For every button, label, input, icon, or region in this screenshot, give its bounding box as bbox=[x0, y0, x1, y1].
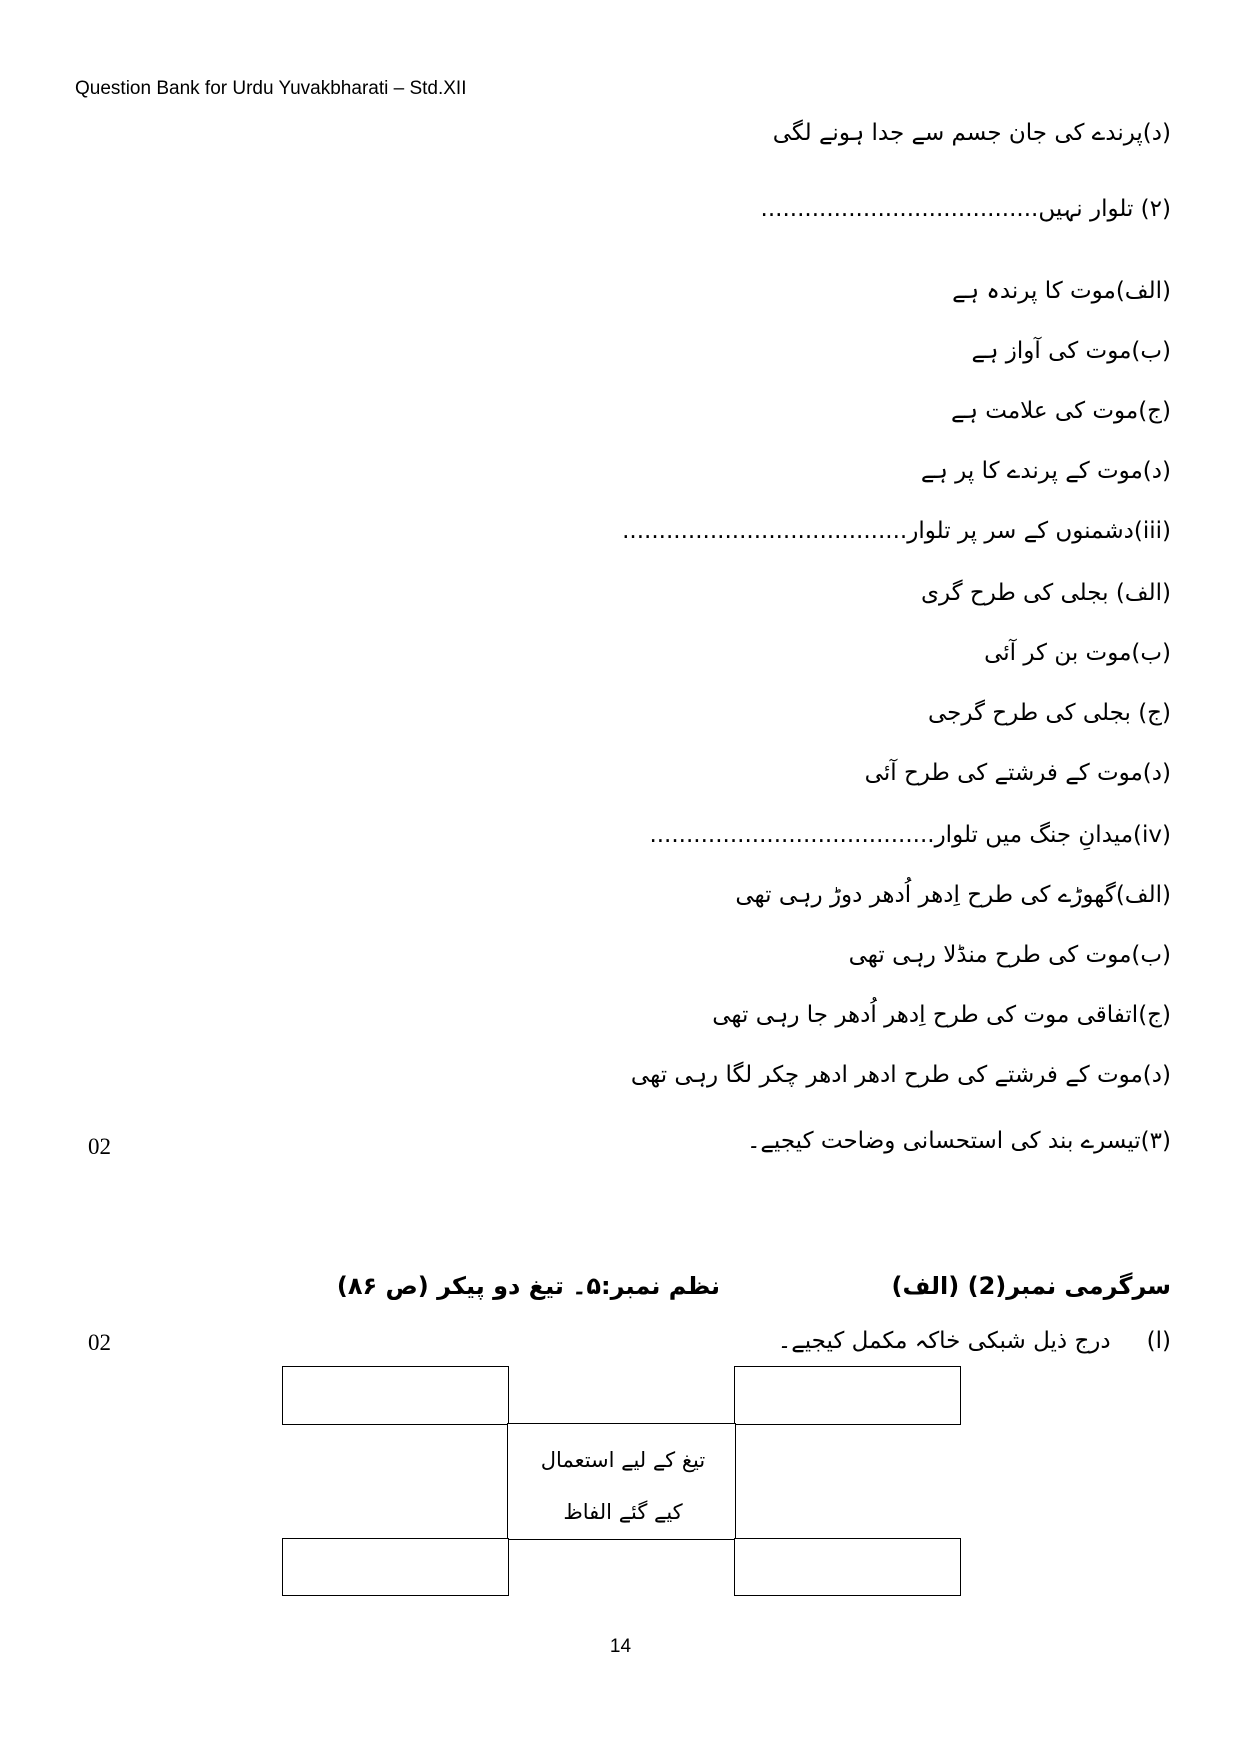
diagram-center-label bbox=[510, 1434, 736, 1538]
option-line: (ج)اتفاقی موت کی طرح اِدھر اُدھر جا رہی تھی bbox=[712, 1002, 1171, 1028]
option-line: (ب)موت کی آواز ہے bbox=[971, 338, 1171, 364]
document-header: Question Bank for Urdu Yuvakbharati – Std.XII bbox=[75, 78, 467, 99]
diagram-box-bottom-right[interactable] bbox=[734, 1538, 961, 1596]
question-line: (iii)دشمنوں کے سر پر تلوار....................................... bbox=[622, 518, 1171, 544]
diagram-center-line-1: تیغ کے لیے استعمال bbox=[540, 1448, 706, 1472]
marks-q3: 02 bbox=[88, 1134, 111, 1159]
option-line: (الف) بجلی کی طرح گری bbox=[920, 580, 1171, 606]
option-line: (د)موت کے فرشتے کی طرح ادھر ادھر چکر لگا رہی تھی bbox=[630, 1062, 1171, 1088]
activity-heading: سرگرمی نمبر(2) (الف) bbox=[891, 1272, 1171, 1300]
question-line: (۳)تیسرے بند کی استحسانی وضاحت کیجیے۔ bbox=[746, 1128, 1171, 1154]
option-line: (الف)موت کا پرندہ ہے bbox=[952, 278, 1171, 304]
question-line: (۲) تلوار نہیں...................................... bbox=[760, 196, 1171, 222]
option-line: (د)موت کے فرشتے کی طرح آئی bbox=[864, 760, 1171, 786]
option-line: (ج) بجلی کی طرح گرجی bbox=[927, 700, 1171, 726]
option-line: (د)موت کے پرندے کا پر ہے bbox=[920, 458, 1171, 484]
option-line: (ب)موت بن کر آئی bbox=[984, 640, 1171, 666]
option-line: (ج)موت کی علامت ہے bbox=[950, 398, 1171, 424]
diagram-box-top-right[interactable] bbox=[734, 1366, 961, 1425]
option-line: (د)پرندے کی جان جسم سے جدا ہونے لگی bbox=[772, 120, 1171, 146]
task-number: (ا) bbox=[1146, 1328, 1171, 1354]
diagram-box-top-left[interactable] bbox=[282, 1366, 509, 1425]
diagram-center-line-2: کیے گئے الفاظ bbox=[563, 1500, 683, 1524]
poem-heading: نظم نمبر:۵۔ تیغ دو پیکر (ص ۸۶) bbox=[336, 1272, 720, 1300]
task-line bbox=[778, 1330, 1171, 1353]
question-line: (iv)میدانِ جنگ میں تلوار....................................... bbox=[649, 822, 1171, 848]
diagram-box-bottom-left[interactable] bbox=[282, 1538, 509, 1596]
page-number: 14 bbox=[609, 1636, 632, 1657]
option-line: (ب)موت کی طرح منڈلا رہی تھی bbox=[848, 942, 1171, 968]
option-line: (الف)گھوڑے کی طرح اِدھر اُدھر دوڑ رہی تھی bbox=[735, 882, 1171, 908]
marks-activity: 02 bbox=[88, 1330, 111, 1355]
task-text: درج ذیل شبکی خاکہ مکمل کیجیے۔ bbox=[777, 1328, 1111, 1354]
